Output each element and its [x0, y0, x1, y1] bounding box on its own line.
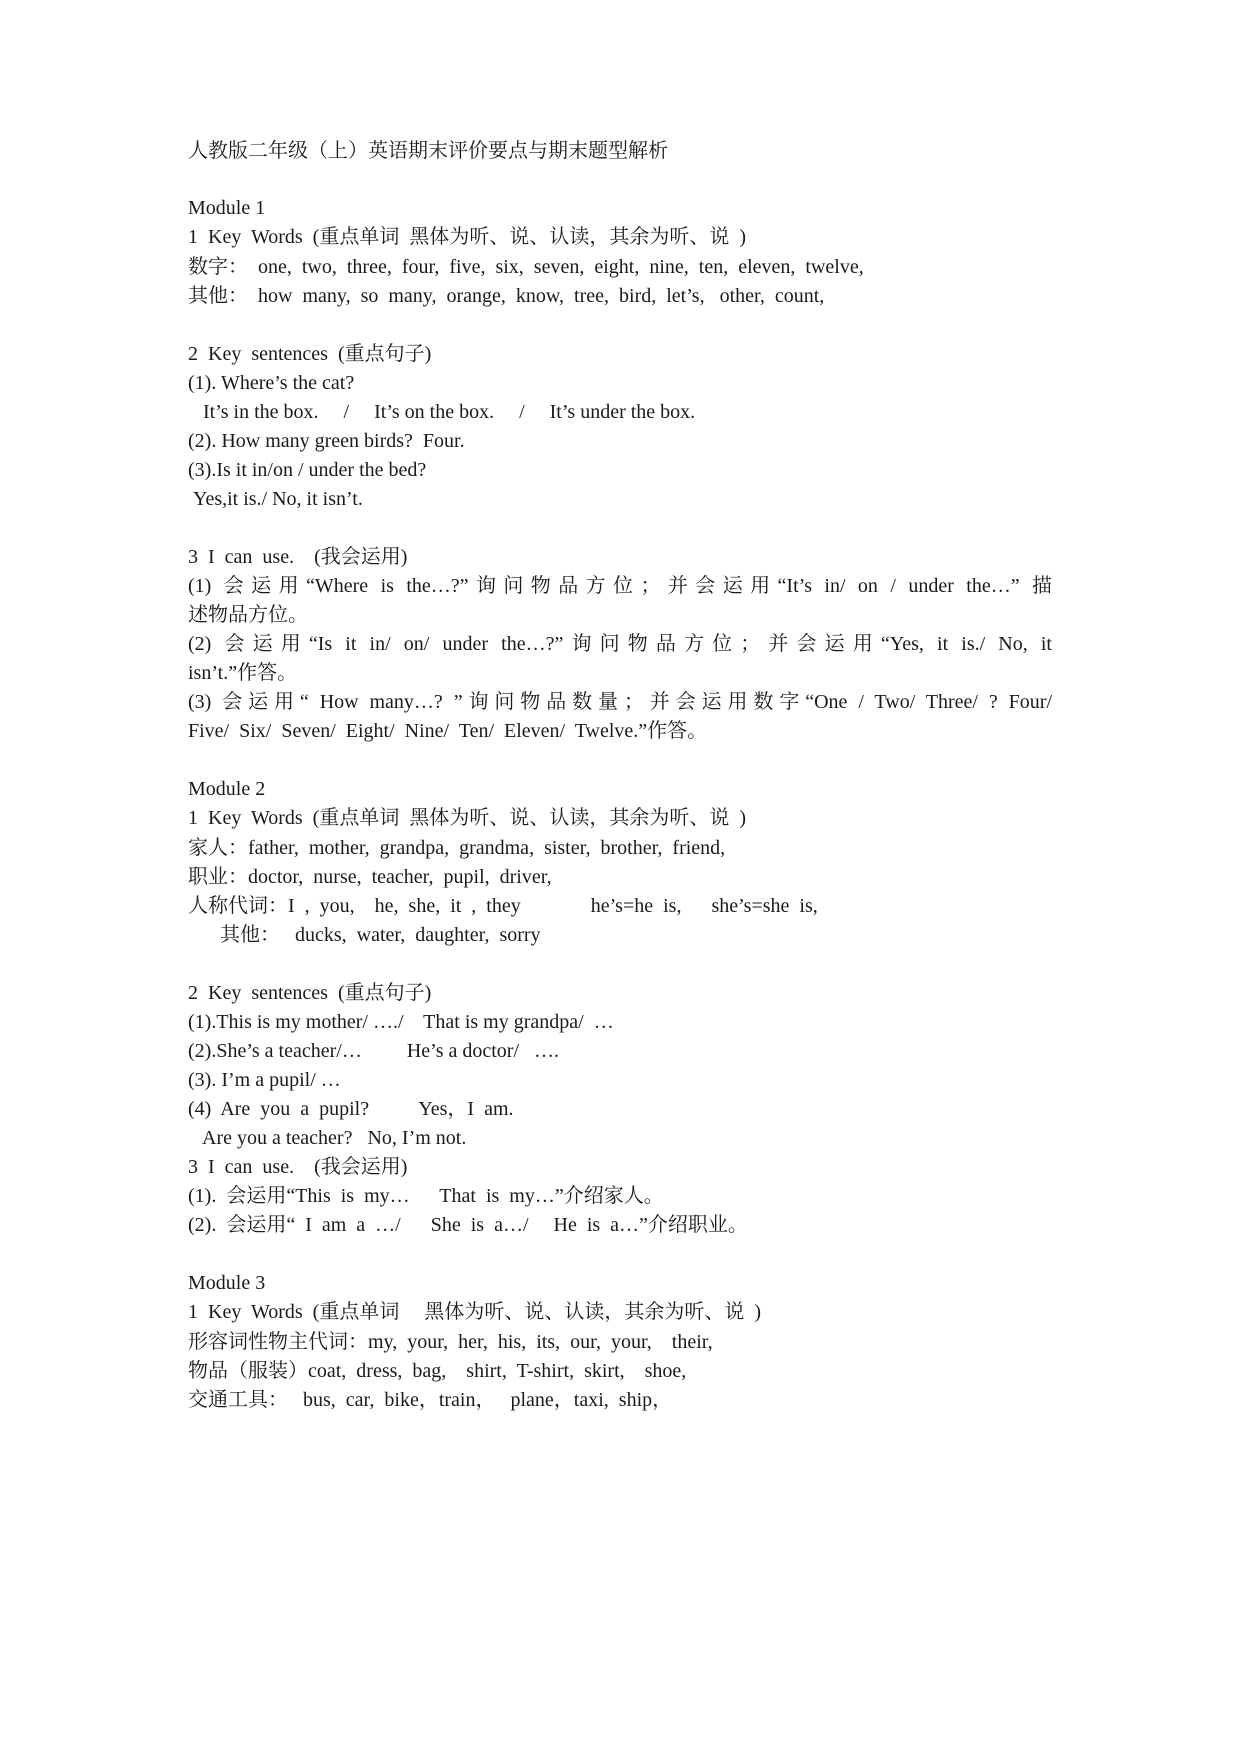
module-1-sentence-1-answers: It’s in the box. / It’s on the box. / It’s under the box.: [203, 401, 696, 423]
module-1-can-use-heading: 3 I can use. (我会运用): [188, 546, 408, 568]
module-1-use-3-line-1: (3) 会运用“ How many…? ”询问物品数量；并会运用数字“One / Two/ Three/ ? Four/: [188, 691, 1052, 713]
module-2-sentence-2: (2).She’s a teacher/… He’s a doctor/ ….: [188, 1040, 560, 1062]
module-2-sentence-4: (4) Are you a pupil? Yes，I am.: [188, 1098, 514, 1120]
module-2-key-words-heading: 1 Key Words (重点单词 黑体为听、说、认读，其余为听、说 ): [188, 807, 746, 829]
module-2-heading: Module 2: [188, 778, 266, 800]
module-1-sentence-3: (3).Is it in/on / under the bed?: [188, 459, 427, 481]
module-1-key-words-heading: 1 Key Words (重点单词 黑体为听、说、认读，其余为听、说 ): [188, 226, 746, 248]
module-2-use-2: (2). 会运用“ I am a …/ She is a…/ He is a…”介绍职业。: [188, 1214, 748, 1236]
module-1-sentence-1: (1). Where’s the cat?: [188, 372, 355, 394]
module-1-heading: Module 1: [188, 197, 266, 219]
module-1-use-1-line-2: 述物品方位。: [188, 604, 308, 626]
module-3-pronoun-words: 形容词性物主代词：my, your, her, his, its, our, your, their,: [188, 1331, 713, 1353]
module-2-sentence-4-answers: Are you a teacher? No, I’m not.: [202, 1127, 467, 1149]
module-2-use-1: (1). 会运用“This is my… That is my…”介绍家人。: [188, 1185, 664, 1207]
module-3-heading: Module 3: [188, 1272, 266, 1294]
module-1-other-words: 其他： how many, so many, orange, know, tree, bird, let’s, other, count,: [188, 285, 825, 307]
module-2-pronoun-words: 人称代词：I , you, he, she, it , they he’s=he is, she’s=she is,: [188, 895, 818, 917]
module-2-other-words: 其他： ducks, water, daughter, sorry: [220, 924, 541, 946]
module-2-family-words: 家人：father, mother, grandpa, grandma, sister, brother, friend,: [188, 837, 726, 859]
module-1-use-2-line-2: isn’t.”作答。: [188, 662, 298, 684]
module-1-use-3-line-2: Five/ Six/ Seven/ Eight/ Nine/ Ten/ Eleven/ Twelve.”作答。: [188, 720, 708, 742]
module-2-can-use-heading: 3 I can use. (我会运用): [188, 1156, 408, 1178]
module-1-key-sentences-heading: 2 Key sentences (重点句子): [188, 343, 432, 365]
document-title: 人教版二年级（上）英语期末评价要点与期末题型解析: [188, 140, 668, 162]
module-2-sentence-1: (1).This is my mother/ …./ That is my grandpa/ …: [188, 1011, 614, 1033]
module-1-sentence-2: (2). How many green birds? Four.: [188, 430, 465, 452]
module-1-use-2-line-1: (2) 会运用“Is it in/ on/ under the…?”询问物品方位；并会运用“Yes, it is./ No, it: [188, 633, 1052, 655]
module-2-key-sentences-heading: 2 Key sentences (重点句子): [188, 982, 432, 1004]
module-1-use-1-line-1: (1) 会运用“Where is the…?”询问物品方位；并会运用“It’s in/ on / under the…” 描: [188, 575, 1052, 597]
module-2-job-words: 职业：doctor, nurse, teacher, pupil, driver,: [188, 866, 552, 888]
module-1-sentence-3-answers: Yes,it is./ No, it isn’t.: [193, 488, 363, 510]
module-3-transport-words: 交通工具： bus, car, bike，train， plane，taxi, ship，: [188, 1389, 673, 1411]
module-3-clothes-words: 物品（服装）coat, dress, bag, shirt, T-shirt, skirt, shoe,: [188, 1360, 687, 1382]
module-3-key-words-heading: 1 Key Words (重点单词 黑体为听、说、认读，其余为听、说 ): [188, 1301, 761, 1323]
module-1-numbers: 数字： one, two, three, four, five, six, seven, eight, nine, ten, eleven, twelve,: [188, 256, 864, 278]
module-2-sentence-3: (3). I’m a pupil/ …: [188, 1069, 341, 1091]
